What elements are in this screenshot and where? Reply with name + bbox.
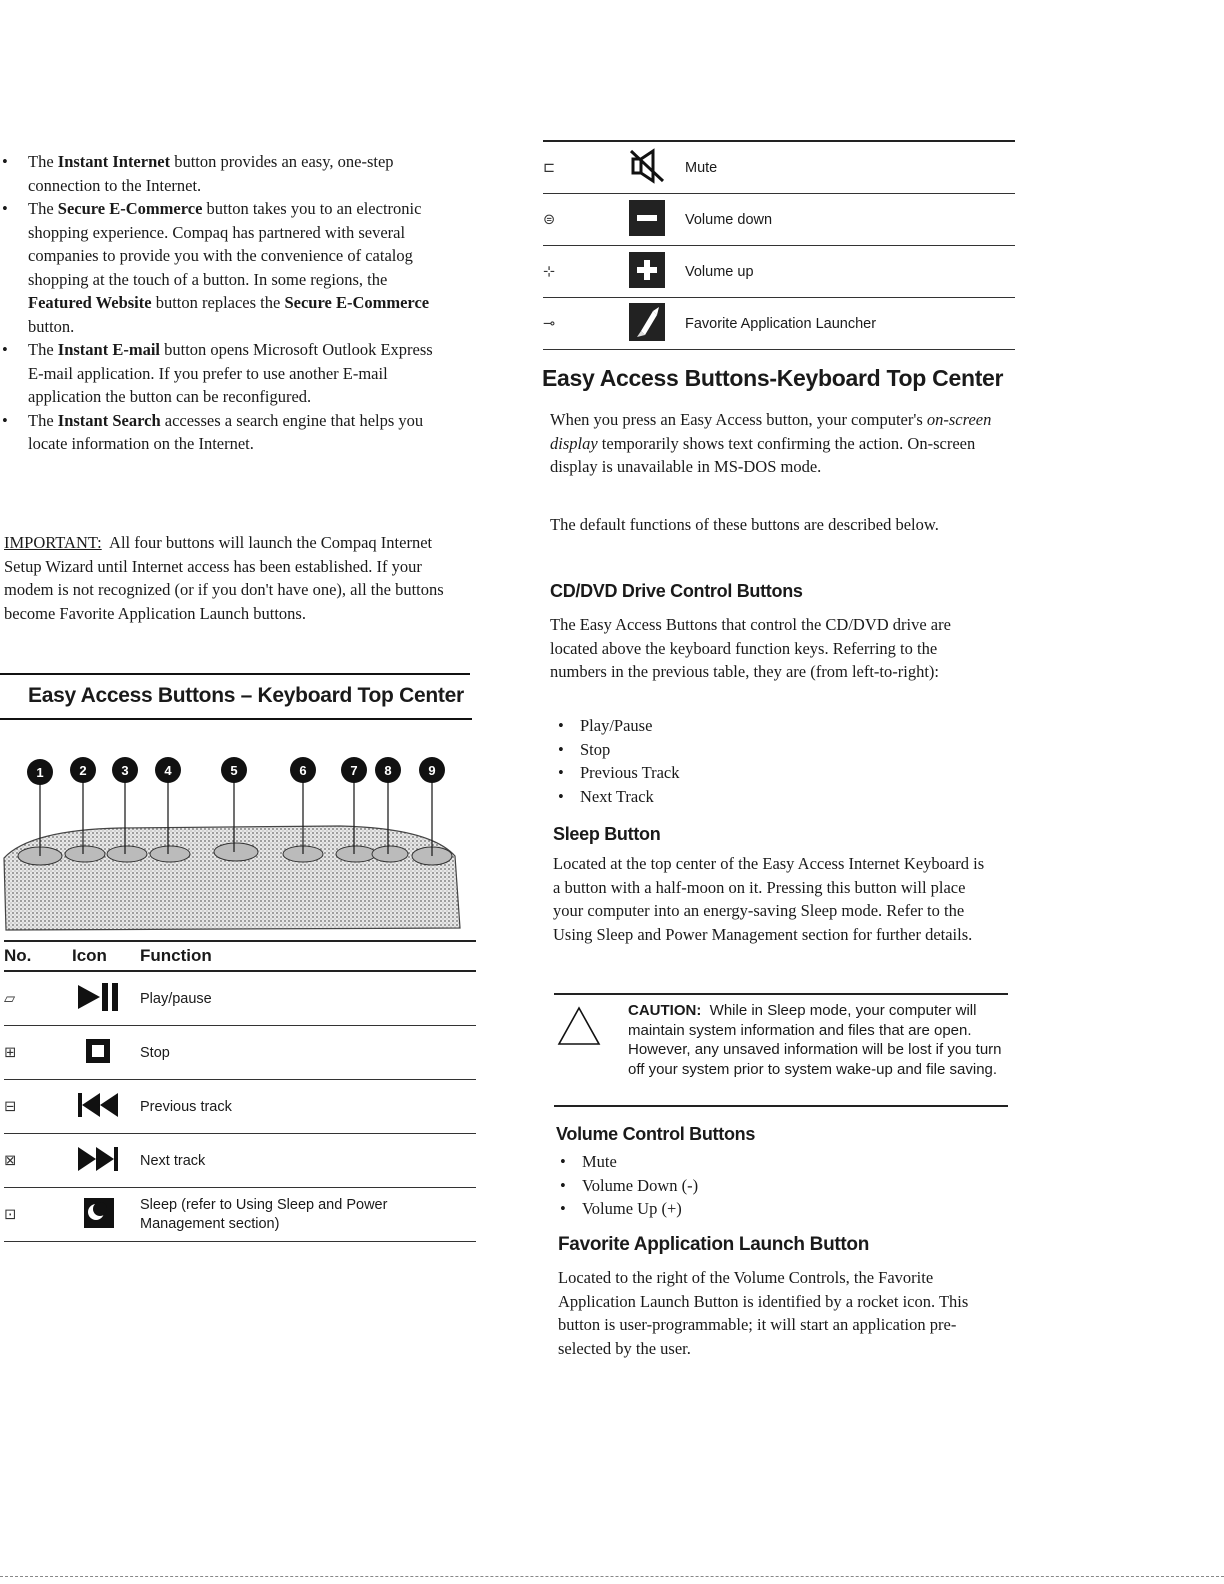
table-row — [4, 1188, 476, 1242]
row-glyph: ⊜ — [543, 194, 627, 246]
rocket-icon — [627, 298, 685, 350]
table-row — [543, 246, 1015, 298]
intro-paragraph: When you press an Easy Access button, your computer's on-screen display temporarily shows text confirming the action. On-screen display is unavailable in MS-DOS mode. — [550, 410, 992, 476]
bullet-instant-internet: • The Instant Internet button provides an easy, one-step connection to the Internet. — [0, 150, 445, 197]
row-glyph: ▱ — [4, 971, 72, 1026]
caution-box — [554, 993, 1008, 1107]
callout-number: 7 — [350, 763, 358, 778]
function-label: Stop — [140, 1026, 476, 1080]
callout-number: 5 — [230, 763, 238, 778]
col-header-icon: Icon — [72, 941, 140, 971]
table-row — [543, 298, 1015, 350]
play-pause-icon — [72, 971, 140, 1026]
function-label: Volume up — [685, 246, 1015, 298]
function-label: Mute — [685, 141, 1015, 194]
function-label: Play/pause — [140, 971, 476, 1026]
cd-dvd-paragraph: The Easy Access Buttons that control the CD/DVD drive are located above the keyboard function keys. Referring to the numbers in the previous table, they are (from left-to-right): — [550, 615, 951, 681]
feature-bullet-list — [0, 150, 445, 456]
table-row — [4, 1134, 476, 1188]
row-glyph: ⊹ — [543, 246, 627, 298]
row-glyph: ⊟ — [4, 1080, 72, 1134]
volume-control-heading: Volume Control Buttons — [556, 1124, 756, 1144]
caution-text: CAUTION: While in Sleep mode, your computer will maintain system information and files that are open. However, any unsaved information will be lost if you turn off your system prior to system wake-up and file saving. — [628, 1002, 1002, 1078]
caution-label: CAUTION: — [628, 1002, 702, 1019]
divider — [0, 673, 470, 675]
function-label: Volume down — [685, 194, 1015, 246]
list-item: • Volume Down (-) — [560, 1174, 698, 1198]
volume-up-icon — [627, 246, 685, 298]
volume-bullet-list — [560, 1150, 698, 1221]
callout-number: 8 — [384, 763, 392, 778]
callout-number: 1 — [36, 765, 44, 780]
important-label: IMPORTANT: — [4, 533, 102, 552]
row-glyph: ⊸ — [543, 298, 627, 350]
callout-number: 4 — [164, 763, 172, 778]
mute-icon — [627, 141, 685, 194]
col-header-no: No. — [4, 941, 72, 971]
bullet-instant-email: • The Instant E-mail button opens Microsoft Outlook Express E-mail application. If you prefer to use another E-mail application the button can be reconfigured. — [0, 338, 445, 409]
row-glyph: ⊠ — [4, 1134, 72, 1188]
bullet-instant-search: • The Instant Search accesses a search engine that helps you locate information on the Internet. — [0, 409, 445, 456]
favorite-launch-heading: Favorite Application Launch Button — [558, 1234, 870, 1255]
list-item: • Previous Track — [558, 761, 679, 785]
callout-number: 6 — [299, 763, 307, 778]
volume-down-icon — [627, 194, 685, 246]
cd-dvd-heading: CD/DVD Drive Control Buttons — [550, 581, 803, 601]
col-header-function: Function — [140, 941, 476, 971]
stop-icon — [72, 1026, 140, 1080]
list-item: • Mute — [560, 1150, 698, 1174]
table-header-row — [4, 941, 476, 971]
table-row — [543, 194, 1015, 246]
callout-number: 9 — [428, 763, 436, 778]
function-label: Previous track — [140, 1080, 476, 1134]
table-row — [4, 971, 476, 1026]
callout-number: 2 — [79, 763, 87, 778]
warning-triangle-icon — [556, 1005, 602, 1047]
scan-edge-line — [0, 1576, 1224, 1577]
keyboard-illustration — [0, 748, 470, 938]
favorite-launch-paragraph: Located to the right of the Volume Controls, the Favorite Application Launch Button is identified by a rocket icon. This button is user-programmable; it will start an application pre-selected by the user. — [558, 1268, 969, 1358]
cd-dvd-bullet-list — [558, 714, 679, 808]
function-label: Sleep (refer to Using Sleep and Power Management section) — [140, 1188, 476, 1242]
bullet-secure-ecommerce: • The Secure E-Commerce button takes you to an electronic shopping experience. Compaq has partnered with several companies to provide you with the convenience of catalog shopping at the touch of a button. In some regions, the Featured Website button replaces the Secure E-Commerce button. — [0, 197, 445, 338]
sleep-button-paragraph: Located at the top center of the Easy Access Internet Keyboard is a button with a half-moon on it. Pressing this button will place your computer into an energy-saving Sleep mode. Refer to the Using Sleep and Power Management section for further details. — [553, 854, 985, 944]
sleep-icon — [72, 1188, 140, 1242]
function-label: Favorite Application Launcher — [685, 298, 1015, 350]
previous-track-icon — [72, 1080, 140, 1134]
table-row — [4, 1026, 476, 1080]
callout-number: 3 — [121, 763, 129, 778]
list-item: • Next Track — [558, 785, 679, 809]
row-glyph: ⊏ — [543, 141, 627, 194]
section-title-keyboard-top-center: Easy Access Buttons – Keyboard Top Center — [28, 684, 464, 707]
sleep-button-heading: Sleep Button — [553, 824, 661, 844]
list-item: • Volume Up (+) — [560, 1197, 698, 1221]
table-row — [4, 1080, 476, 1134]
list-item: • Play/Pause — [558, 714, 679, 738]
right-section-title: Easy Access Buttons-Keyboard Top Center — [542, 365, 1004, 391]
function-label: Next track — [140, 1134, 476, 1188]
next-track-icon — [72, 1134, 140, 1188]
row-glyph: ⊞ — [4, 1026, 72, 1080]
volume-buttons-table — [543, 140, 1015, 350]
list-item: • Stop — [558, 738, 679, 762]
divider — [0, 718, 472, 720]
intro-paragraph-2: The default functions of these buttons are described below. — [550, 515, 939, 534]
table-row — [543, 141, 1015, 194]
keyboard-buttons-table — [4, 940, 476, 1242]
important-note: IMPORTANT: All four buttons will launch the Compaq Internet Setup Wizard until Internet access has been established. If your modem is not recognized (or if you don't have one), all the buttons become Favorite Application Launch buttons. — [4, 533, 444, 623]
row-glyph: ⊡ — [4, 1188, 72, 1242]
